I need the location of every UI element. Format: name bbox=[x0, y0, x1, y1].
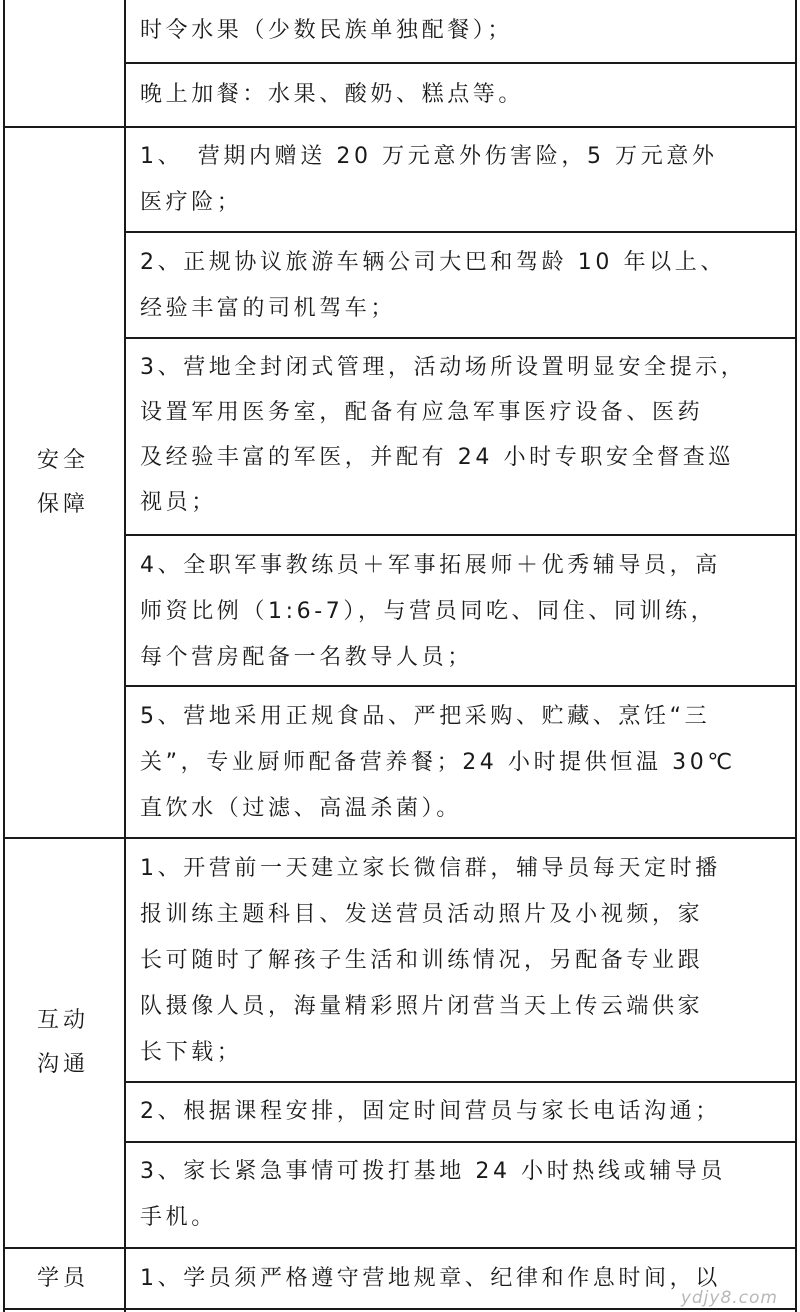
cell-line: 报训练主题科目、发送营员活动照片及小视频，家 bbox=[140, 902, 704, 927]
row-divider bbox=[124, 1081, 797, 1083]
row-divider bbox=[124, 1141, 797, 1143]
table-border-bottom bbox=[3, 1308, 797, 1310]
section-label-communication bbox=[4, 839, 122, 1247]
row-divider bbox=[124, 685, 797, 687]
cell-line: 3、家长紧急事情可拨打基地 24 小时热线或辅导员 bbox=[140, 1159, 726, 1184]
cell-line: 视员； bbox=[140, 490, 217, 515]
content-cell bbox=[140, 72, 794, 118]
row-divider bbox=[124, 62, 797, 64]
content-cell bbox=[140, 694, 794, 832]
section-label-line: 沟通 bbox=[36, 1052, 89, 1077]
cell-line: 2、根据课程安排，固定时间营员与家长电话沟通； bbox=[140, 1099, 721, 1124]
section-divider bbox=[3, 126, 797, 128]
section-label-line: 安全 bbox=[36, 447, 89, 473]
cell-line: 长下载； bbox=[140, 1040, 243, 1065]
cell-line: 及经验丰富的军医，并配有 24 小时专职安全督查巡 bbox=[140, 445, 734, 470]
cell-line: 2、正规协议旅游车辆公司大巴和驾龄 10 年以上、 bbox=[140, 250, 726, 275]
cell-line: 经验丰富的司机驾车； bbox=[140, 296, 397, 321]
cell-line: 每个营房配备一名教导人员； bbox=[140, 645, 473, 670]
content-cell bbox=[140, 1089, 794, 1135]
row-divider bbox=[124, 231, 797, 233]
section-label-line: 保障 bbox=[36, 491, 89, 517]
cell-line: 长可随时了解孩子生活和训练情况，另配备专业跟 bbox=[140, 948, 704, 973]
cell-line: 时令水果（少数民族单独配餐）； bbox=[140, 18, 514, 43]
content-cell bbox=[140, 240, 794, 332]
section-label-line: 学员 bbox=[36, 1265, 89, 1291]
section-divider bbox=[3, 837, 797, 839]
table-border-right bbox=[795, 0, 797, 1312]
content-cell bbox=[140, 8, 794, 54]
row-divider bbox=[124, 337, 797, 339]
cell-line: 1、 营期内赠送 20 万元意外伤害险，5 万元意外 bbox=[140, 144, 718, 169]
content-cell bbox=[140, 543, 794, 681]
cell-line: 直饮水（过滤、高温杀菌）。 bbox=[140, 796, 462, 821]
cell-line: 师资比例（1:6-7），与营员同吃、同住、同训练， bbox=[140, 599, 717, 624]
content-cell bbox=[140, 846, 794, 1076]
content-cell bbox=[140, 345, 794, 525]
cell-line: 设置军用医务室，配备有应急军事医疗设备、医药 bbox=[140, 400, 704, 425]
cell-line: 3、营地全封闭式管理，活动场所设置明显安全提示， bbox=[140, 355, 747, 380]
section-label-safety bbox=[4, 128, 122, 837]
watermark: ydjy8.com bbox=[680, 1288, 778, 1308]
cell-line: 关”，专业厨师配备营养餐；24 小时提供恒温 30℃ bbox=[140, 750, 736, 775]
cell-line: 手机。 bbox=[140, 1205, 217, 1230]
content-cell bbox=[140, 134, 794, 226]
row-divider bbox=[124, 534, 797, 536]
content-cell bbox=[140, 1149, 794, 1241]
section-label-students bbox=[4, 1249, 122, 1308]
cell-line: 5、营地采用正规食品、严把采购、贮藏、烹饪“三 bbox=[140, 704, 711, 729]
cell-line: 队摄像人员，海量精彩照片闭营当天上传云端供家 bbox=[140, 994, 704, 1019]
section-divider bbox=[3, 1247, 797, 1249]
section-label-line: 互动 bbox=[36, 1008, 89, 1033]
cell-line: 1、开营前一天建立家长微信群，辅导员每天定时播 bbox=[140, 856, 721, 881]
cell-line: 4、全职军事教练员＋军事拓展师＋优秀辅导员，高 bbox=[140, 553, 721, 578]
table-column-divider bbox=[124, 0, 126, 1312]
cell-line: 医疗险； bbox=[140, 190, 243, 215]
cell-line: 晚上加餐：水果、酸奶、糕点等。 bbox=[140, 82, 525, 107]
cell-line: 1、学员须严格遵守营地规章、纪律和作息时间，以 bbox=[140, 1266, 721, 1291]
